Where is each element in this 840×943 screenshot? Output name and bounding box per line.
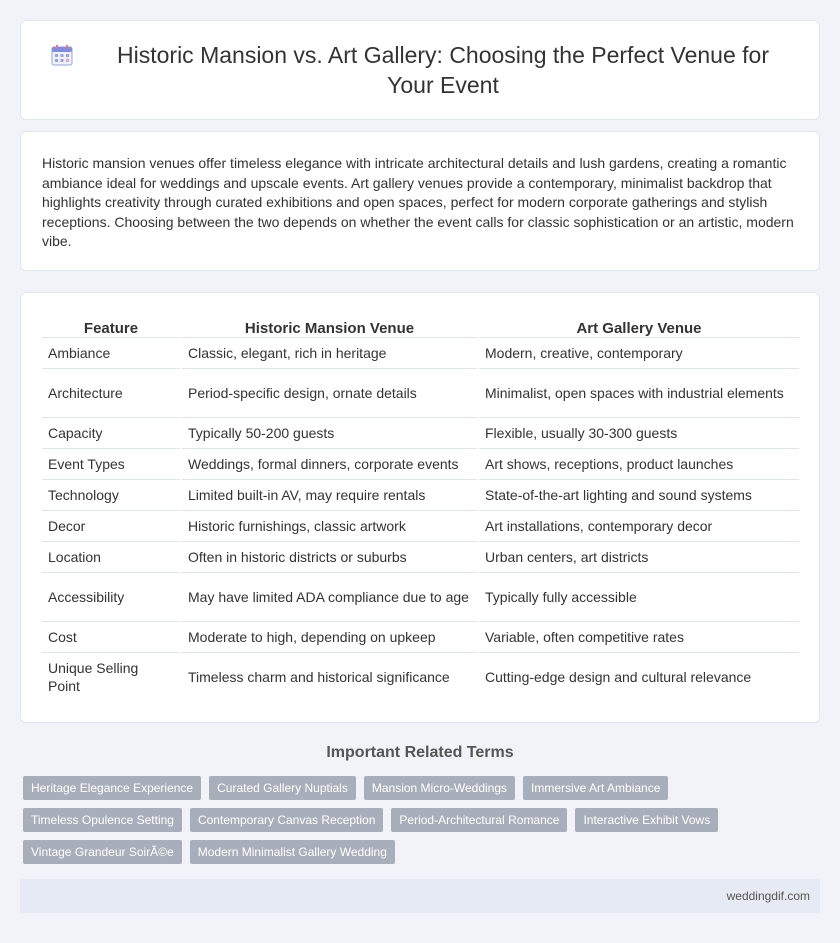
table-row (42, 337, 799, 368)
gallery-cell: Flexible, usually 30-300 guests (478, 417, 799, 448)
feature-cell: Decor (42, 510, 181, 541)
table-row (42, 510, 799, 541)
related-term-tag[interactable]: Period-Architectural Romance (391, 808, 567, 832)
mansion-cell: Classic, elegant, rich in heritage (181, 337, 478, 368)
related-term-tag[interactable]: Vintage Grandeur SoirÃ©e (23, 840, 182, 864)
feature-cell: Architecture (42, 368, 181, 417)
related-term-tag[interactable]: Curated Gallery Nuptials (209, 776, 356, 800)
related-term-tag[interactable]: Mansion Micro-Weddings (364, 776, 515, 800)
mansion-cell: Period-specific design, ornate details (181, 368, 478, 417)
mansion-cell: Weddings, formal dinners, corporate events (181, 448, 478, 479)
mansion-cell: Moderate to high, depending on upkeep (181, 621, 478, 652)
page-title: Historic Mansion vs. Art Gallery: Choosing the Perfect Venue for Your Event (117, 42, 769, 98)
intro-paragraph: Historic mansion venues offer timeless elegance with intricate architectural details and lush gardens, creating a romantic ambiance ideal for weddings and upscale events. Art gallery venues provide a contemporary, minimalist backdrop that highlights creativity through curated exhibitions and open spaces, perfect for modern corporate gatherings and stylish receptions. Choosing between the two depends on whether the event calls for classic sophistication or an artistic, modern vibe. (42, 155, 794, 250)
gallery-cell: Art shows, receptions, product launches (478, 448, 799, 479)
header-feature: Feature (83, 319, 139, 337)
related-term-tag[interactable]: Immersive Art Ambiance (523, 776, 668, 800)
related-terms-heading: Important Related Terms (326, 744, 514, 761)
footer (20, 879, 820, 913)
mansion-cell: Typically 50-200 guests (181, 417, 478, 448)
gallery-cell: Minimalist, open spaces with industrial elements (478, 368, 799, 417)
calendar-icon (51, 44, 73, 66)
comparison-card (20, 292, 820, 723)
related-term-tag[interactable]: Heritage Elegance Experience (23, 776, 201, 800)
gallery-cell: State-of-the-art lighting and sound systems (478, 479, 799, 510)
mansion-cell: Historic furnishings, classic artwork (181, 510, 478, 541)
header-art-gallery: Art Gallery Venue (478, 315, 799, 337)
table-header-row (42, 315, 799, 337)
title-card (20, 20, 820, 120)
gallery-cell: Typically fully accessible (478, 572, 799, 621)
feature-cell: Location (42, 541, 181, 572)
related-terms-list (23, 776, 823, 864)
table-row (42, 621, 799, 652)
table-row (42, 368, 799, 417)
table-row (42, 448, 799, 479)
gallery-cell: Modern, creative, contemporary (478, 337, 799, 368)
related-term-tag[interactable]: Interactive Exhibit Vows (575, 808, 718, 832)
footer-site-link[interactable]: weddingdif.com (726, 889, 810, 903)
header-historic-mansion: Historic Mansion Venue (181, 315, 478, 337)
title-wrap (21, 21, 819, 119)
gallery-cell: Variable, often competitive rates (478, 621, 799, 652)
gallery-cell: Art installations, contemporary decor (478, 510, 799, 541)
comparison-table (42, 315, 799, 701)
mansion-cell: May have limited ADA compliance due to age (181, 572, 478, 621)
mansion-cell: Limited built-in AV, may require rentals (181, 479, 478, 510)
feature-cell: Event Types (42, 448, 181, 479)
gallery-cell: Urban centers, art districts (478, 541, 799, 572)
table-row (42, 417, 799, 448)
feature-cell: Cost (42, 621, 181, 652)
table-row (42, 572, 799, 621)
table-row (42, 541, 799, 572)
related-term-tag[interactable]: Contemporary Canvas Reception (190, 808, 383, 832)
related-term-tag[interactable]: Modern Minimalist Gallery Wedding (190, 840, 395, 864)
feature-cell: Technology (42, 479, 181, 510)
gallery-cell: Cutting-edge design and cultural relevance (478, 652, 799, 701)
feature-cell: Accessibility (42, 572, 181, 621)
related-term-tag[interactable]: Timeless Opulence Setting (23, 808, 182, 832)
mansion-cell: Timeless charm and historical significance (181, 652, 478, 701)
table-row (42, 652, 799, 701)
mansion-cell: Often in historic districts or suburbs (181, 541, 478, 572)
intro-card (20, 131, 820, 271)
table-row (42, 479, 799, 510)
feature-cell: Ambiance (42, 337, 181, 368)
feature-cell: Capacity (42, 417, 181, 448)
feature-cell: Unique Selling Point (42, 652, 181, 701)
